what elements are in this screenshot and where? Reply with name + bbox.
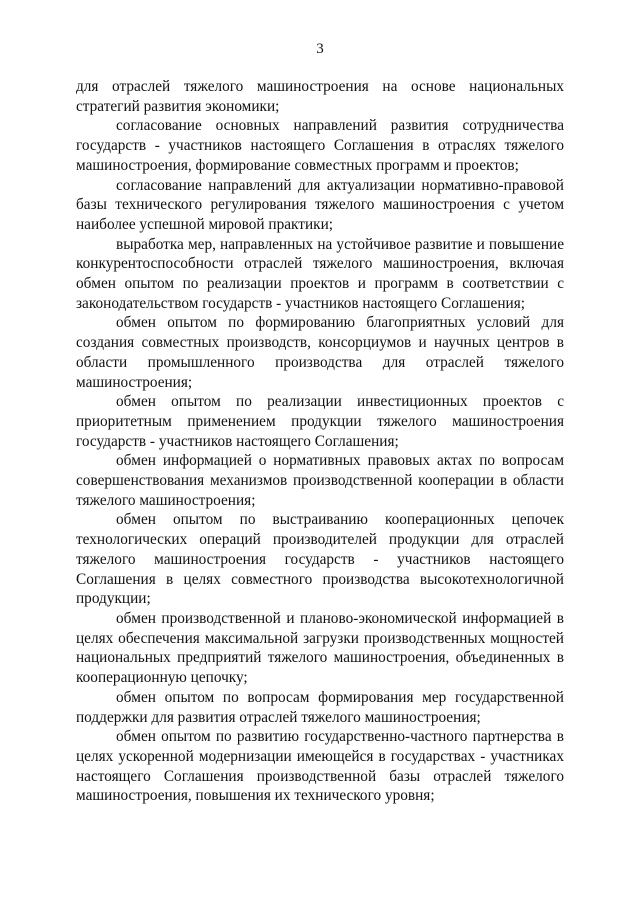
- paragraph-joint-production: обмен опытом по формированию благоприятных условий для создания совместных производств, консорциумов и научных центров в области промышленного производства для отраслей тяжелого машиностроения;: [76, 314, 564, 391]
- paragraph-legal-acts-exchange: обмен информацией о нормативных правовых актах по вопросам совершенствования механизмов производственной кооперации в области тяжелого машиностроения;: [76, 452, 564, 509]
- paragraph-investment-projects: обмен опытом по реализации инвестиционных проектов с приоритетным применением продукции тяжелого машиностроения государств - участников настоящего Соглашения;: [76, 393, 564, 450]
- paragraph-public-private-partnership: обмен опытом по развитию государственно-частного партнерства в целях ускоренной модернизации имеющейся в государствах - участниках настоящего Соглашения производственной базы отраслей тяжелого машиностроения, повышения их технического уровня;: [76, 728, 564, 805]
- paragraph-regulatory-framework: согласование направлений для актуализации нормативно-правовой базы технического регулирования тяжелого машиностроения с учетом наиболее успешной мировой практики;: [76, 176, 564, 233]
- paragraph-cooperation-directions: согласование основных направлений развития сотрудничества государств - участников настоящего Соглашения в отраслях тяжелого машиностроения, формирование совместных программ и проектов;: [76, 117, 564, 174]
- page-number: 3: [316, 41, 324, 57]
- paragraph-competitiveness-measures: выработка мер, направленных на устойчивое развитие и повышение конкурентоспособности отраслей тяжелого машиностроения, включая обмен опытом по реализации проектов и программ в соответствии с законодательством государств - участников настоящего Соглашения;: [76, 235, 564, 312]
- paragraph-state-support: обмен опытом по вопросам формирования мер государственной поддержки для развития отраслей тяжелого машиностроения;: [76, 688, 564, 726]
- paragraph-cooperation-chains: обмен опытом по выстраиванию кооперационных цепочек технологических операций производителей продукции для отраслей тяжелого машиностроения государств - участников настоящего Соглашения в целях совместного производства высокотехнологичной продукции;: [76, 511, 564, 608]
- paragraph-national-strategies: для отраслей тяжелого машиностроения на основе национальных стратегий развития экономики;: [76, 78, 564, 115]
- paragraph-production-information: обмен производственной и планово-экономической информацией в целях обеспечения максимальной загрузки производственных мощностей национальных предприятий тяжелого машиностроения, объединенных в кооперационную цепочку;: [76, 609, 564, 687]
- document-body: [76, 77, 564, 806]
